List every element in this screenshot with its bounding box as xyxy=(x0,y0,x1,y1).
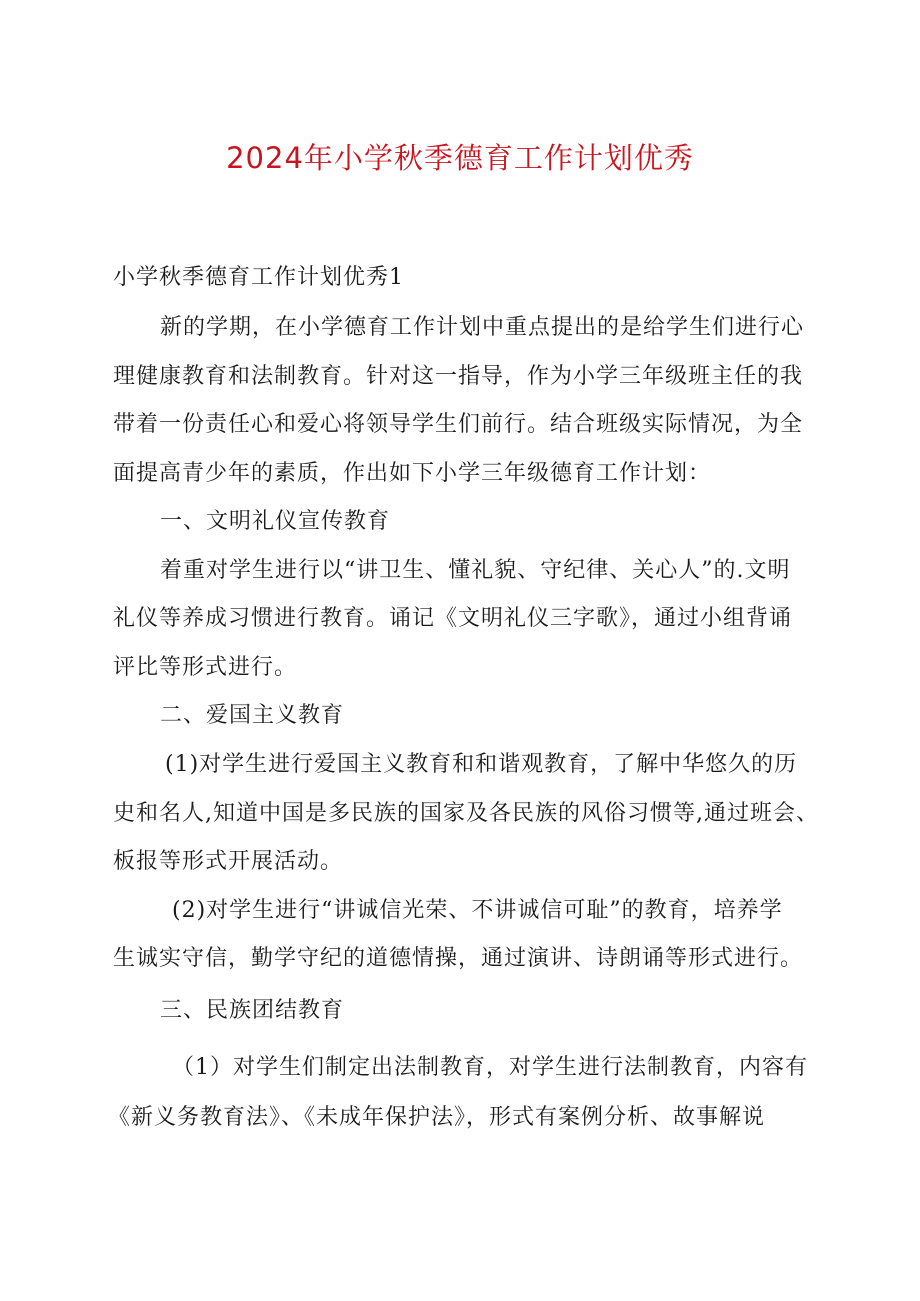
paragraph-line: 理健康教育和法制教育。针对这一指导，作为小学三年级班主任的我 xyxy=(113,364,804,389)
section-heading: 二、爱国主义教育 xyxy=(160,703,345,728)
paragraph-line: 带着一份责任心和爱心将领导学生们前行。结合班级实际情况，为全 xyxy=(113,412,804,437)
paragraph-line: (2)对学生进行“讲诚信光荣、不讲诚信可耻”的教育，培养学 xyxy=(172,898,783,923)
document-title: 2024年小学秋季德育工作计划优秀 xyxy=(226,141,694,175)
paragraph-line: 礼仪等养成习惯进行教育。诵记《文明礼仪三字歌》，通过小组背诵 xyxy=(113,606,793,631)
paragraph-line: 板报等形式开展活动。 xyxy=(113,849,344,874)
paragraph-line: 史和名人,知道中国是多民族的国家及各民族的风俗习惯等,通过班会、 xyxy=(113,801,819,826)
section-subtitle: 小学秋季德育工作计划优秀1 xyxy=(113,265,404,290)
paragraph-line: (1)对学生进行爱国主义教育和和谐观教育，了解中华悠久的历 xyxy=(165,752,798,777)
paragraph-line: 《新义务教育法》、《未成年保护法》，形式有案例分析、故事解说 xyxy=(108,1105,766,1130)
paragraph-line: 面提高青少年的素质，作出如下小学三年级德育工作计划： xyxy=(113,461,712,486)
paragraph-line: 评比等形式进行。 xyxy=(113,655,298,680)
section-heading: 一、文明礼仪宣传教育 xyxy=(160,509,391,534)
paragraph-line: 新的学期，在小学德育工作计划中重点提出的是给学生们进行心 xyxy=(160,315,805,340)
section-heading: 三、民族团结教育 xyxy=(160,998,345,1023)
paragraph-line: 着重对学生进行以“讲卫生、懂礼貌、守纪律、关心人”的.文明 xyxy=(160,558,791,583)
paragraph-line: （1）对学生们制定出法制教育，对学生进行法制教育，内容有 xyxy=(172,1055,808,1080)
paragraph-line: 生诚实守信，勤学守纪的道德情操，通过演讲、诗朗诵等形式进行。 xyxy=(113,946,804,971)
